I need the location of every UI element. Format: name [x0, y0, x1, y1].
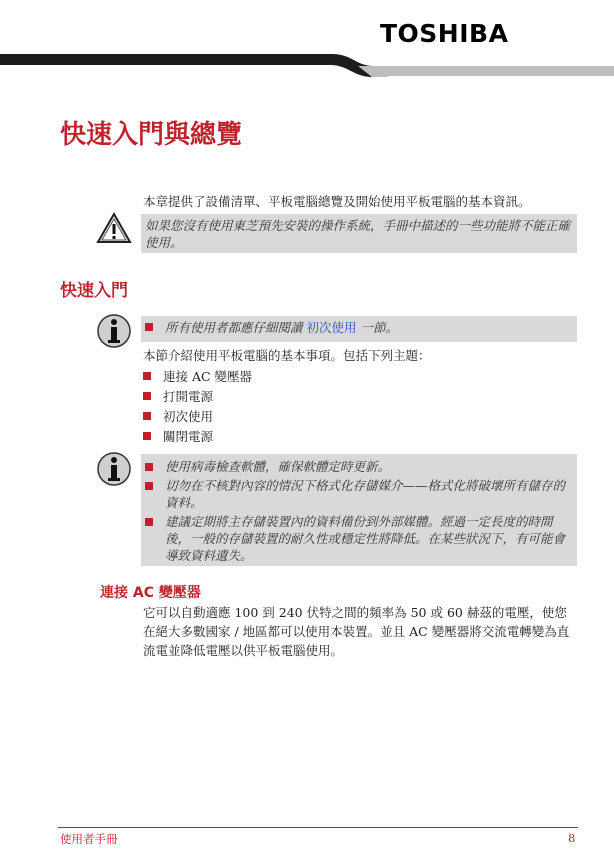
list-item [145, 477, 573, 511]
topic-list [143, 367, 252, 447]
info-note-prefix: 所有使用者都應仔細閱讀 [165, 320, 303, 335]
section-body: 本節介紹使用平板電腦的基本事項。包括下列主題： [143, 348, 431, 363]
link-first-use[interactable]: 初次使用 [306, 320, 357, 335]
list-item [145, 458, 573, 475]
list-item [143, 367, 252, 387]
list-item [143, 427, 252, 447]
tip-backup: 建議定期將主存儲裝置內的資料備份到外部媒體。經過一定長度的時間後，一般的存儲裝置的耐久性或穩定性將降低。在某些狀況下，有可能會導致資料遺失。 [165, 514, 566, 563]
bullet-marker [143, 432, 151, 440]
bullet-marker [143, 412, 151, 420]
info-icon [96, 313, 132, 349]
section-title-quick-start: 快速入門 [60, 281, 128, 301]
warning-note: 如果您沒有使用東芝預先安裝的操作系統，手冊中描述的一些功能將不能正確使用。 [141, 214, 577, 253]
bullet-marker [145, 518, 153, 526]
info-note-tips [141, 454, 577, 566]
bullet-marker [145, 463, 153, 471]
tip-antivirus: 使用病毒檢查軟體，確保軟體定時更新。 [165, 459, 391, 474]
topic-connect-ac: 連接 AC 變壓器 [163, 369, 253, 384]
tip-format: 切勿在不核對內容的情況下格式化存儲媒介——格式化將破壞所有儲存的資料。 [165, 478, 566, 510]
toshiba-logo: TOSHIBA [380, 19, 509, 48]
warning-icon [96, 211, 132, 247]
chapter-title: 快速入門與總覽 [60, 120, 243, 150]
topic-power-off: 關閉電源 [163, 429, 214, 444]
bullet-marker [145, 482, 153, 490]
intro-text: 本章提供了設備清單、平板電腦總覽及開始使用平板電腦的基本資訊。 [143, 194, 531, 209]
info-icon [96, 451, 132, 487]
list-item [143, 387, 252, 407]
header-band-dark [0, 54, 330, 65]
bullet-marker [143, 372, 151, 380]
subsection-title-ac-adapter: 連接 AC 變壓器 [100, 585, 201, 601]
bullet-marker [143, 392, 151, 400]
footer-divider [58, 827, 578, 828]
info-note-suffix: 一節。 [360, 320, 399, 335]
footer-page-number: 8 [568, 831, 576, 845]
subsection-body: 它可以自動適應 100 到 240 伏特之間的頻率為 50 或 60 赫茲的電壓，使您在絕大多數國家 / 地區都可以使用本裝置。並且 AC 變壓器將交流電轉變為直流電並降低電壓以供平板電腦使用。 [143, 605, 570, 658]
footer-manual-title: 使用者手冊 [60, 832, 118, 846]
header-band-light [372, 66, 614, 76]
list-item [143, 407, 252, 427]
list-item [145, 513, 573, 564]
bullet-marker [145, 323, 153, 331]
topic-power-on: 打開電源 [163, 389, 214, 404]
topic-first-use: 初次使用 [163, 409, 214, 424]
info-note-read-first [141, 316, 577, 342]
